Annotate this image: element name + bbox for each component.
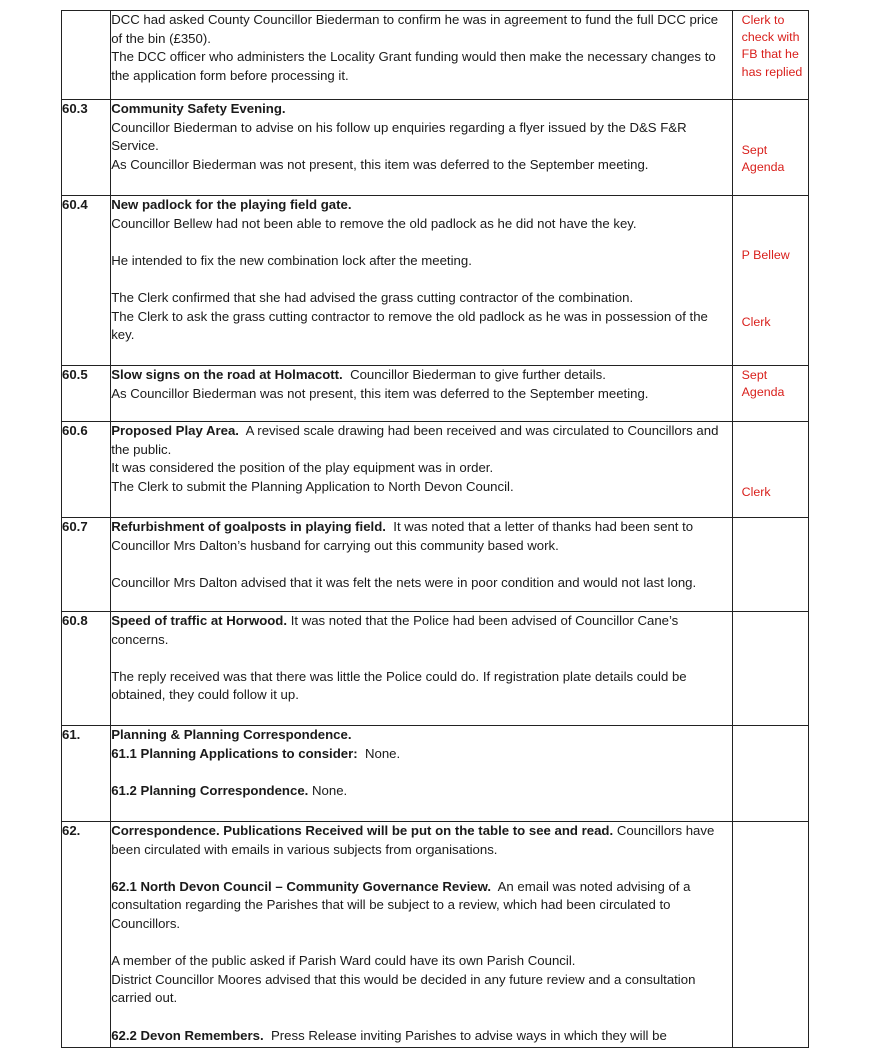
item-text: DCC had asked County Councillor Biederman to confirm he was in agreement to fund the full DCC price of the bin (£350). [111,12,719,46]
item-heading: Refurbishment of goalposts in playing field. [111,519,386,534]
item-body [111,11,732,100]
item-text: The Clerk to submit the Planning Application to North Devon Council. [111,478,514,494]
item-body [111,726,732,822]
action-note: Clerk [741,485,771,499]
minutes-table [61,10,809,1048]
sub-item-heading: 61.2 Planning Correspondence. [111,782,309,798]
table-row [62,726,809,822]
item-text: None. [312,782,348,798]
item-number: 62. [62,822,111,1048]
table-row [62,196,809,366]
table-row [62,612,809,726]
item-heading: Proposed Play Area. [111,423,239,438]
item-text: The DCC officer who administers the Locality Grant funding would then make the necessary changes to the application form before processing it. [111,49,716,83]
item-number: 60.6 [62,422,111,518]
table-row [62,11,809,100]
item-text: The Clerk confirmed that she had advised the grass cutting contractor of the combination. [111,289,634,305]
item-body [111,822,732,1048]
action-cell [732,196,808,366]
item-heading: Planning & Planning Correspondence. [111,727,352,742]
action-note: Clerk to check with FB that he has replied [741,13,803,79]
action-cell [732,366,808,422]
table-row [62,366,809,422]
table-row [62,822,809,1048]
sub-item-heading: 62.1 North Devon Council – Community Governance Review. [111,878,492,894]
action-cell [732,518,808,612]
item-body [111,612,732,726]
item-text: Press Release inviting Parishes to advise ways in which they will be [270,1027,667,1043]
item-text: As Councillor Biederman was not present, this item was deferred to the September meeting. [111,156,649,172]
item-text: It was noted that the Police had been advised of Councillor Cane’s concerns. [111,613,679,647]
action-cell [732,726,808,822]
item-text: Councillor Biederman to give further details. [350,367,606,382]
item-body [111,196,732,366]
item-text: It was considered the position of the play equipment was in order. [111,460,494,476]
item-heading: Speed of traffic at Horwood. [111,613,288,628]
table-row [62,422,809,518]
item-text: It was noted that a letter of thanks had been sent to Councillor Mrs Dalton’s husband for carrying out this community based work. [111,519,694,553]
item-text: A revised scale drawing had been received and was circulated to Councillors and the public. [111,423,719,457]
item-number: 60.8 [62,612,111,726]
item-heading: Community Safety Evening. [111,101,286,116]
item-text: He intended to fix the new combination lock after the meeting. [111,252,472,268]
table-row [62,518,809,612]
item-text: Councillor Bellew had not been able to remove the old padlock as he did not have the key. [111,215,637,231]
item-number: 60.5 [62,366,111,422]
sub-item-heading: 62.2 Devon Remembers. [111,1027,264,1043]
item-number: 61. [62,726,111,822]
action-note: P Bellew [741,248,790,262]
item-heading: Correspondence. Publications Received will be put on the table to see and read. [111,823,614,838]
item-text: Councillor Biederman to advise on his follow up enquiries regarding a flyer issued by the D&S F&R Service. [111,119,687,154]
item-text: An email was noted advising of a consultation regarding the Parishes that will be subject to a review, which had been circulated to Councillors. [111,878,691,931]
sub-item-heading: 61.1 Planning Applications to consider: [111,745,358,761]
item-text: District Councillor Moores advised that this would be decided in any future review and a consultation carried out. [111,971,696,1006]
item-heading: New padlock for the playing field gate. [111,197,352,212]
action-cell [732,100,808,196]
item-body [111,100,732,196]
item-text: A member of the public asked if Parish Ward could have its own Parish Council. [111,953,576,969]
action-note: Sept Agenda [741,368,785,400]
action-cell [732,422,808,518]
item-body [111,422,732,518]
table-row [62,100,809,196]
action-note: Clerk [741,315,771,329]
item-text: The reply received was that there was little the Police could do. If registration plate details could be obtained, they could follow it up. [111,668,687,703]
item-heading: Slow signs on the road at Holmacott. [111,367,343,382]
item-number: 60.7 [62,518,111,612]
item-text: As Councillor Biederman was not present, this item was deferred to the September meeting. [111,385,649,401]
item-body [111,366,732,422]
action-cell [732,612,808,726]
item-text: Councillors have been circulated with emails in various subjects from organisations. [111,823,715,857]
action-cell [732,11,808,100]
item-number [62,11,111,100]
item-text: None. [364,745,401,761]
item-text: Councillor Mrs Dalton advised that it was felt the nets were in poor condition and would not last long. [111,574,697,590]
item-number: 60.4 [62,196,111,366]
item-number: 60.3 [62,100,111,196]
action-cell [732,822,808,1048]
item-text: The Clerk to ask the grass cutting contractor to remove the old padlock as he was in possession of the key. [111,308,708,343]
item-body [111,518,732,612]
action-note: Sept Agenda [741,143,785,175]
